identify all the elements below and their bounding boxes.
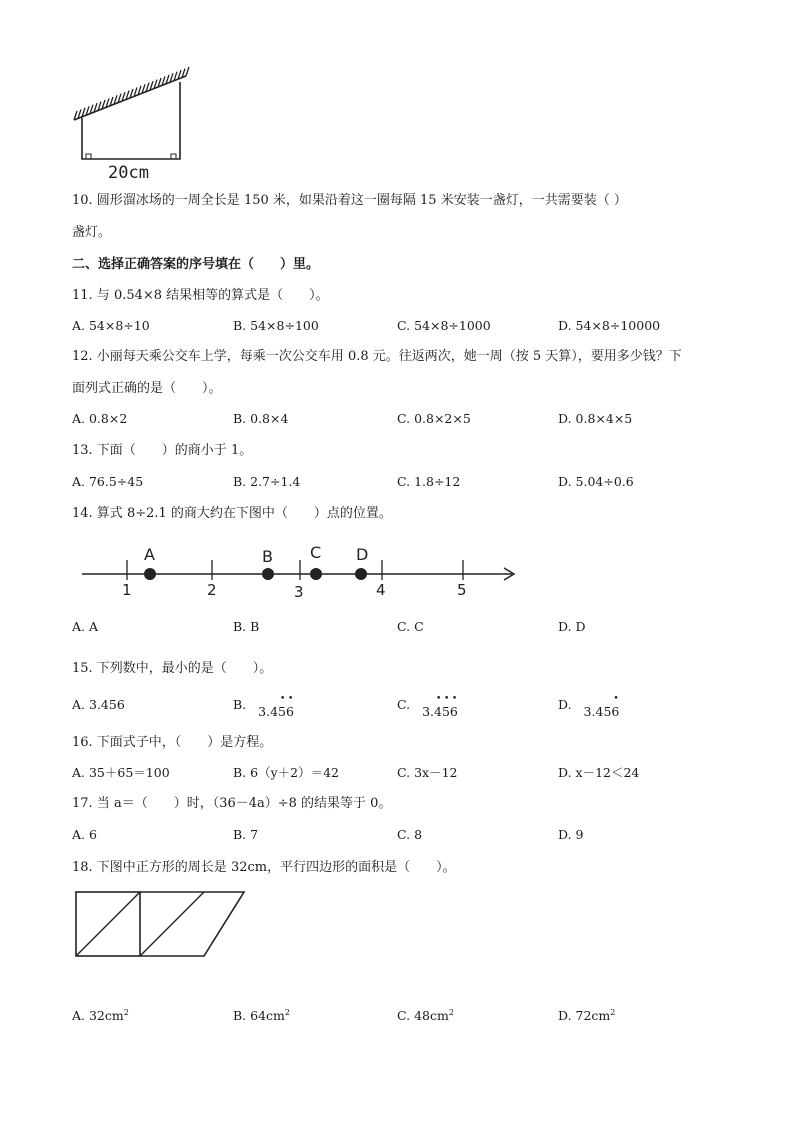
- q15-value-c: 3. • 4 • 5 • 6: [422, 694, 458, 719]
- q12-option-a[interactable]: A. 0.8×2: [72, 411, 128, 426]
- q16-option-a[interactable]: A. 35＋65＝100: [72, 765, 170, 780]
- q16-option-d[interactable]: D. x－12＜24: [558, 765, 640, 780]
- q12-option-c[interactable]: C. 0.8×2×5: [397, 411, 471, 426]
- q12-option-b[interactable]: B. 0.8×4: [233, 411, 289, 426]
- q13-option-c[interactable]: C. 1.8÷12: [397, 474, 461, 489]
- number-line: [80, 540, 525, 600]
- tick-label-4: 4: [376, 581, 386, 599]
- q15-option-a[interactable]: [72, 697, 125, 713]
- question-15: 15. 下列数中，最小的是（ ）。: [72, 661, 273, 676]
- point-b: [262, 568, 274, 580]
- square-parallelogram-figure: [72, 888, 252, 962]
- tick-label-5: 5: [457, 581, 467, 599]
- question-17: 17. 当 a＝（ ）时，（36－4a）÷8 的结果等于 0。: [72, 796, 392, 811]
- q15-option-b[interactable]: [233, 694, 294, 719]
- point-a: [144, 568, 156, 580]
- q18-option-b[interactable]: B. $64cm^2$: [233, 1008, 290, 1024]
- question-18: 18. 下图中正方形的周长是 32cm，平行四边形的面积是（ ）。: [72, 860, 456, 875]
- point-label-a: A: [144, 545, 155, 564]
- q11-option-b[interactable]: B. 54×8÷100: [233, 318, 319, 333]
- q14-option-a[interactable]: A. A: [72, 619, 99, 634]
- q13-option-d[interactable]: D. 5.04÷0.6: [558, 474, 634, 489]
- q14-option-b[interactable]: B. B: [233, 619, 260, 634]
- question-10: 10. 圆形溜冰场的一周全长是 150 米，如果沿着这一圈每隔 15 米安装一盏灯，一共需要装（ ）: [72, 193, 627, 208]
- hatch-mark: [186, 67, 189, 76]
- point-label-d: D: [356, 545, 369, 564]
- q18-option-c[interactable]: C. $48cm^2$: [397, 1008, 454, 1024]
- tick-label-1: 1: [122, 581, 132, 599]
- q18-option-d[interactable]: D. $72cm^2$: [558, 1008, 616, 1024]
- q12-option-d[interactable]: D. 0.8×4×5: [558, 411, 633, 426]
- q13-option-b[interactable]: B. 2.7÷1.4: [233, 474, 301, 489]
- tick-label-2: 2: [207, 581, 217, 599]
- width-label: 20cm: [108, 163, 149, 182]
- q11-option-c[interactable]: C. 54×8÷1000: [397, 318, 491, 333]
- point-label-b: B: [262, 547, 273, 566]
- q15-letter-c: C.: [397, 697, 411, 712]
- question-16: 16. 下面式子中，（ ）是方程。: [72, 735, 273, 750]
- q17-option-a[interactable]: A. 6: [72, 827, 97, 842]
- point-label-c: C: [310, 543, 322, 562]
- incline-figure: [68, 62, 193, 182]
- q15-value-a: 3.456: [89, 697, 125, 712]
- q11-option-a[interactable]: A. 54×8÷10: [72, 318, 150, 333]
- q15-value-d: 3.45 • 6: [583, 694, 620, 719]
- q17-option-d[interactable]: D. 9: [558, 827, 584, 842]
- question-12: 12. 小丽每天乘公交车上学，每乘一次公交车用 0.8 元。往返两次，她一周（按 5 天算），要用多少钱？下: [72, 349, 682, 364]
- q17-option-c[interactable]: C. 8: [397, 827, 423, 842]
- q16-option-b[interactable]: B. 6（y＋2）＝42: [233, 765, 340, 780]
- question-14: 14. 算式 8÷2.1 的商大约在下图中（ ）点的位置。: [72, 506, 392, 521]
- q14-option-d[interactable]: D. D: [558, 619, 586, 634]
- q15-option-d[interactable]: [558, 694, 620, 719]
- point-c: [310, 568, 322, 580]
- tick-label-3: 3: [294, 583, 304, 600]
- q15-value-b: 3.4 • 5 • 6: [258, 694, 294, 719]
- section-heading: 二、选择正确答案的序号填在（ ）里。: [72, 257, 320, 272]
- q18-option-a[interactable]: A. $32cm^2$: [72, 1008, 129, 1024]
- q14-option-c[interactable]: C. C: [397, 619, 424, 634]
- q17-option-b[interactable]: B. 7: [233, 827, 259, 842]
- q15-letter-d: D.: [558, 697, 572, 712]
- q15-letter-a: A.: [72, 697, 86, 712]
- q15-letter-b: B.: [233, 697, 247, 712]
- q15-option-c[interactable]: [397, 694, 458, 719]
- question-13: 13. 下面（ ）的商小于 1。: [72, 443, 253, 458]
- q16-option-c[interactable]: C. 3x－12: [397, 765, 458, 780]
- question-12-cont: 面列式正确的是（ ）。: [72, 381, 222, 396]
- question-11: 11. 与 0.54×8 结果相等的算式是（ ）。: [72, 288, 329, 303]
- q13-option-a[interactable]: A. 76.5÷45: [72, 474, 144, 489]
- question-10-cont: 盏灯。: [72, 225, 112, 240]
- point-d: [355, 568, 367, 580]
- q11-option-d[interactable]: D. 54×8÷10000: [558, 318, 661, 333]
